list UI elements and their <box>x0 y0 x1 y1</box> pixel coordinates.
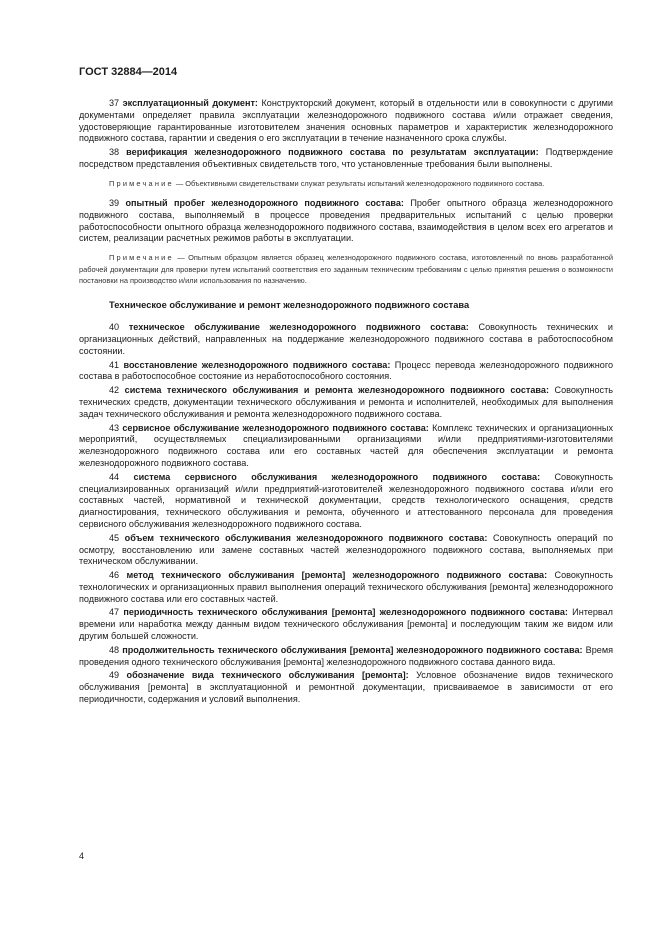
term-entry-41 <box>79 360 613 384</box>
entry-definition: Совокупность технических средств, документации технического обслуживания и ремонта и исполнителей, необходимых для выполнения задач технического обслуживания и ремонта железнодорожного подвижного состава. <box>79 385 614 419</box>
note-label: Примечание <box>109 253 174 263</box>
entry-number: 37 <box>109 98 120 108</box>
term-entry-47 <box>79 607 613 642</box>
section-heading: Техническое обслуживание и ремонт железнодорожного подвижного состава <box>109 300 470 311</box>
entry-definition: Совокупность технологических и организационных правил выполнения операций технического обслуживания [ремонта] железнодорожного подвижного состава или его составных частей. <box>79 570 613 604</box>
note-text: — Опытным образцом является образец железнодорожного подвижного состава, изготовленный по вновь разработанной рабочей документации для проверки путем испытаний соответствия его заданным техническим требованиям с целью принятия решения о возможности постановки на производство и/или использования по назначению. <box>79 253 613 285</box>
entry-term: техническое обслуживание железнодорожного подвижного состава: <box>128 322 469 333</box>
entry-term: метод технического обслуживания [ремонта] железнодорожного подвижного состава: <box>126 570 548 581</box>
note-2 <box>79 252 613 286</box>
term-entry-40 <box>79 322 613 357</box>
entry-number: 47 <box>109 607 120 618</box>
entry-term: продолжительность технического обслуживания [ремонта] железнодорожного подвижного состава: <box>122 644 583 655</box>
term-entry-49 <box>79 670 613 705</box>
entry-term: эксплуатационный документ: <box>122 98 258 108</box>
entry-definition: Совокупность специализированных организаций и/или предприятий-изготовителей железнодорожного подвижного состава и/или его составных частей, нормативной и технической документации, средств технологического оснащения, средств диагностирования, технического обслуживания и ремонта, обученного и аттестованного персонала для проведения сервисного обслуживания железнодорожного подвижного состава. <box>79 471 613 529</box>
entry-number: 40 <box>109 322 120 333</box>
term-entry-42 <box>79 385 613 420</box>
entry-number: 48 <box>109 644 120 655</box>
entry-definition: Пробег опытного образца железнодорожного подвижного состава, выполняемый в процессе проведения предварительных испытаний с целью проверки работоспособности опытного образца железнодорожного подвижного состава, взаимодействия в целом всех его агрегатов и систем, реализации расчетных режимов работы в эксплуатации. <box>79 198 613 244</box>
note-label: Примечание <box>109 178 174 188</box>
entry-definition: Процесс перевода железнодорожного подвижного состава в работоспособное состояние из неработоспособного состояния. <box>79 359 614 382</box>
entry-number: 44 <box>109 471 120 482</box>
entry-definition: Время проведения одного технического обслуживания [ремонта] железнодорожного подвижного состава данного вида. <box>79 644 614 667</box>
entry-term: система технического обслуживания и ремонта железнодорожного подвижного состава: <box>124 385 549 396</box>
entry-definition: Совокупность операций по осмотру, восстановлению или замене составных частей железнодорожного подвижного состава, выполняемых при техническом обслуживании. <box>79 532 614 567</box>
entry-definition: Конструкторский документ, который в отдельности или в совокупности с другими документами определяет правила эксплуатации железнодорожного подвижного состава и/или отражает сведения, удостоверяющие гарантированные изготовителем значения основных параметров и характеристик железнодорожного подвижного состава, гарантии и сведения о его эксплуатации в течение назначенного срока службы. <box>79 98 614 144</box>
entry-term: опытный пробег железнодорожного подвижного состава: <box>125 198 404 209</box>
entry-term: верификация железнодорожного подвижного состава по результатам эксплуатации: <box>126 147 539 158</box>
entry-definition: Условное обозначение видов технического обслуживания [ремонта] в эксплуатационной и ремонтной документации, присваиваемое в зависимости от его периодичности, содержания и условий выполнения. <box>79 670 613 705</box>
entry-number: 46 <box>109 570 120 581</box>
term-entry-37 <box>79 98 613 145</box>
entry-number: 39 <box>109 198 120 209</box>
note-text: — Объективными свидетельствами служат результаты испытаний железнодорожного подвижного состава. <box>175 178 545 188</box>
entry-number: 42 <box>109 385 120 396</box>
term-entry-44 <box>79 472 613 531</box>
entry-term: объем технического обслуживания железнодорожного подвижного состава: <box>124 532 488 543</box>
entry-term: система сервисного обслуживания железнодорожного подвижного состава: <box>133 471 541 482</box>
entry-definition: Подтверждение посредством представления объективных свидетельств того, что установленные требования были выполнены. <box>79 147 614 169</box>
term-entry-39 <box>79 198 613 245</box>
entry-definition: Интервал времени или наработка между данным видом технического обслуживания [ремонта] и последующим таким же видом или другим большей сложности. <box>79 607 613 642</box>
term-entry-45 <box>79 533 613 568</box>
document-body <box>79 98 613 708</box>
entry-number: 41 <box>109 359 120 370</box>
entry-number: 45 <box>109 532 120 543</box>
entry-definition: Совокупность технических и организационных действий, направленных на поддержание железнодорожного подвижного состава в работоспособном состоянии. <box>79 322 613 356</box>
entry-term: обозначение вида технического обслуживания [ремонта]: <box>126 670 409 681</box>
document-header: ГОСТ 32884—2014 <box>79 66 178 78</box>
entry-term: сервисное обслуживание железнодорожного подвижного состава: <box>122 422 429 433</box>
term-entry-46 <box>79 570 613 605</box>
entry-number: 43 <box>109 422 120 433</box>
entry-number: 49 <box>109 670 120 681</box>
entry-term: восстановление железнодорожного подвижного состава: <box>123 359 391 370</box>
entry-definition: Комплекс технических и организационных мероприятий, осуществляемых специализированными организациями и/или предприятиями-изготовителями железнодорожного подвижного состава или его составных частей для обеспечения эксплуатации и ремонта железнодорожного подвижного состава. <box>79 422 614 468</box>
term-entry-43 <box>79 423 613 470</box>
entry-number: 38 <box>109 147 120 158</box>
entry-term: периодичность технического обслуживания [ремонта] железнодорожного подвижного состава: <box>123 607 568 618</box>
term-entry-38 <box>79 147 613 171</box>
note-1 <box>79 178 613 189</box>
term-entry-48 <box>79 645 613 669</box>
page-number: 4 <box>79 851 85 861</box>
